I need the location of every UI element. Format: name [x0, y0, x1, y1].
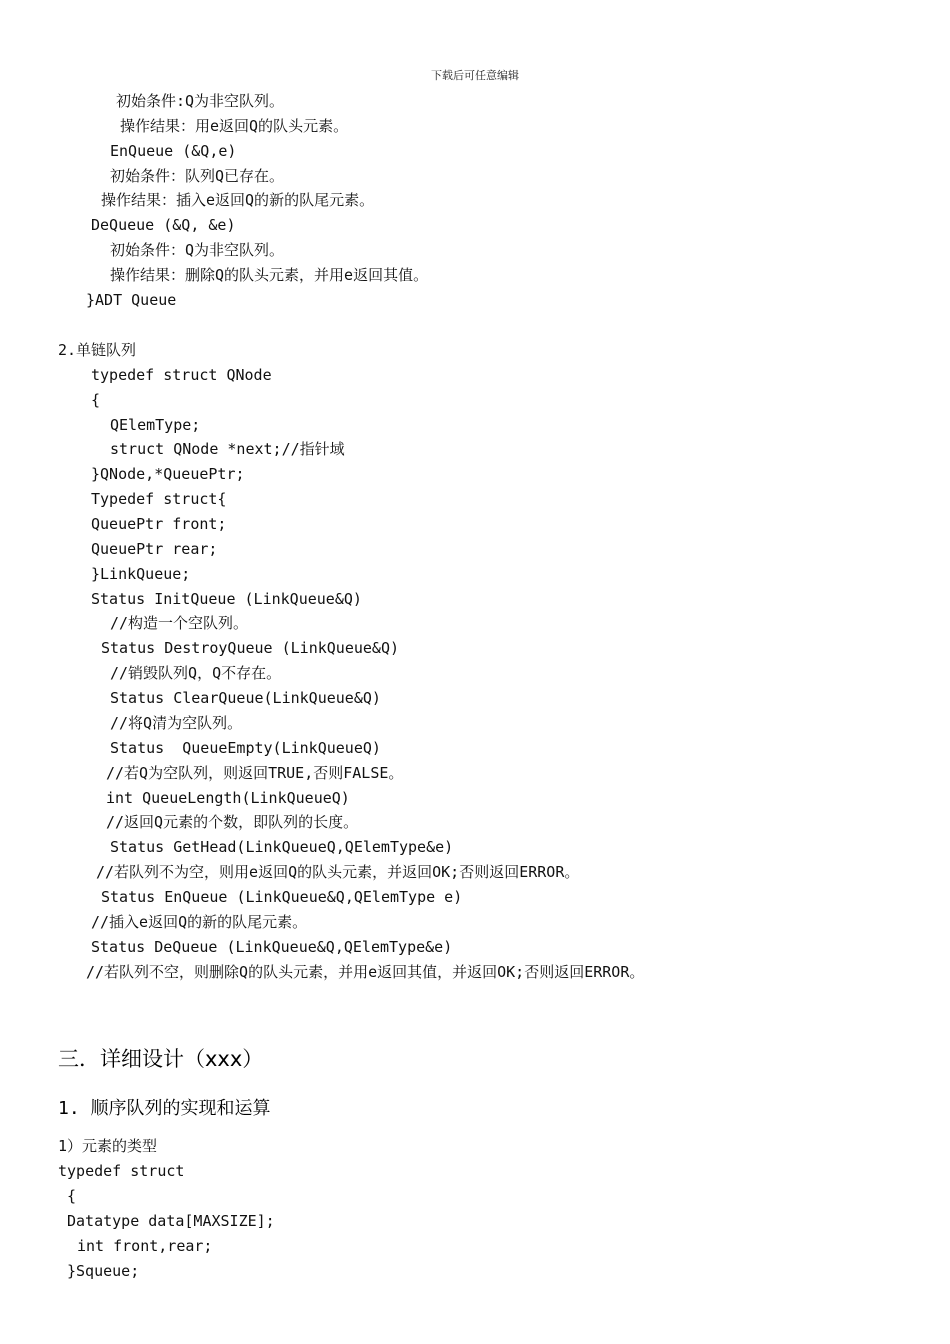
code-line: }Squeue; — [67, 1262, 140, 1280]
code-line: typedef struct QNode — [91, 366, 272, 384]
code-line: Status DeQueue (LinkQueue&Q,QElemType&e) — [91, 938, 453, 956]
sub-heading: 1. 顺序队列的实现和运算 — [58, 1098, 271, 1119]
code-line: DeQueue (&Q, &e) — [91, 216, 236, 234]
comment-line: //若队列不空，则删除Q的队头元素，并用e返回其值，并返回OK;否则返回ERROR。 — [86, 963, 645, 981]
code-line: Status QueueEmpty(LinkQueueQ) — [110, 739, 381, 757]
text-line: 操作结果：用e返回Q的队头元素。 — [120, 117, 349, 135]
text-line: 操作结果：删除Q的队头元素，并用e返回其值。 — [110, 266, 429, 284]
code-line: int front,rear; — [77, 1237, 213, 1255]
text-line: 操作结果：插入e返回Q的新的队尾元素。 — [101, 191, 375, 209]
code-line: Status ClearQueue(LinkQueue&Q) — [110, 689, 381, 707]
comment-line: //若队列不为空，则用e返回Q的队头元素，并返回OK;否则返回ERROR。 — [96, 863, 580, 881]
section-heading: 三．详细设计（xxx） — [58, 1047, 264, 1071]
comment-line: //销毁队列Q，Q不存在。 — [110, 664, 282, 682]
text-line: 初始条件：队列Q已存在。 — [110, 167, 285, 185]
page-header: 下载后可任意编辑 — [431, 69, 519, 82]
code-line: }ADT Queue — [86, 291, 177, 309]
code-line: Datatype data[MAXSIZE]; — [67, 1212, 275, 1230]
comment-line: //返回Q元素的个数，即队列的长度。 — [106, 813, 359, 831]
text-line: 初始条件:Q为非空队列。 — [116, 92, 285, 110]
code-line: Status InitQueue (LinkQueue&Q) — [91, 590, 362, 608]
code-line: typedef struct — [58, 1162, 185, 1180]
comment-line: //构造一个空队列。 — [110, 614, 249, 632]
comment-line: //将Q清为空队列。 — [110, 714, 243, 732]
code-line: { — [67, 1187, 77, 1205]
text-line: 初始条件：Q为非空队列。 — [110, 241, 285, 259]
code-line: EnQueue (&Q,e) — [110, 142, 237, 160]
code-line: QElemType; — [110, 416, 201, 434]
code-line: }LinkQueue; — [91, 565, 191, 583]
code-line: struct QNode *next;//指针域 — [110, 440, 345, 458]
item-title: 1）元素的类型 — [58, 1137, 158, 1155]
code-line: QueuePtr rear; — [91, 540, 218, 558]
code-line: Status EnQueue (LinkQueue&Q,QElemType e) — [101, 888, 463, 906]
section-title: 2.单链队列 — [58, 341, 137, 359]
code-line: { — [91, 391, 101, 409]
comment-line: //若Q为空队列，则返回TRUE,否则FALSE。 — [106, 764, 404, 782]
comment-line: //插入e返回Q的新的队尾元素。 — [91, 913, 308, 931]
code-line: Status DestroyQueue (LinkQueue&Q) — [101, 639, 400, 657]
code-line: int QueueLength(LinkQueueQ) — [106, 789, 350, 807]
code-line: }QNode,*QueuePtr; — [91, 465, 245, 483]
code-line: Typedef struct{ — [91, 490, 227, 508]
code-line: QueuePtr front; — [91, 515, 227, 533]
code-line: Status GetHead(LinkQueueQ,QElemType&e) — [110, 838, 454, 856]
